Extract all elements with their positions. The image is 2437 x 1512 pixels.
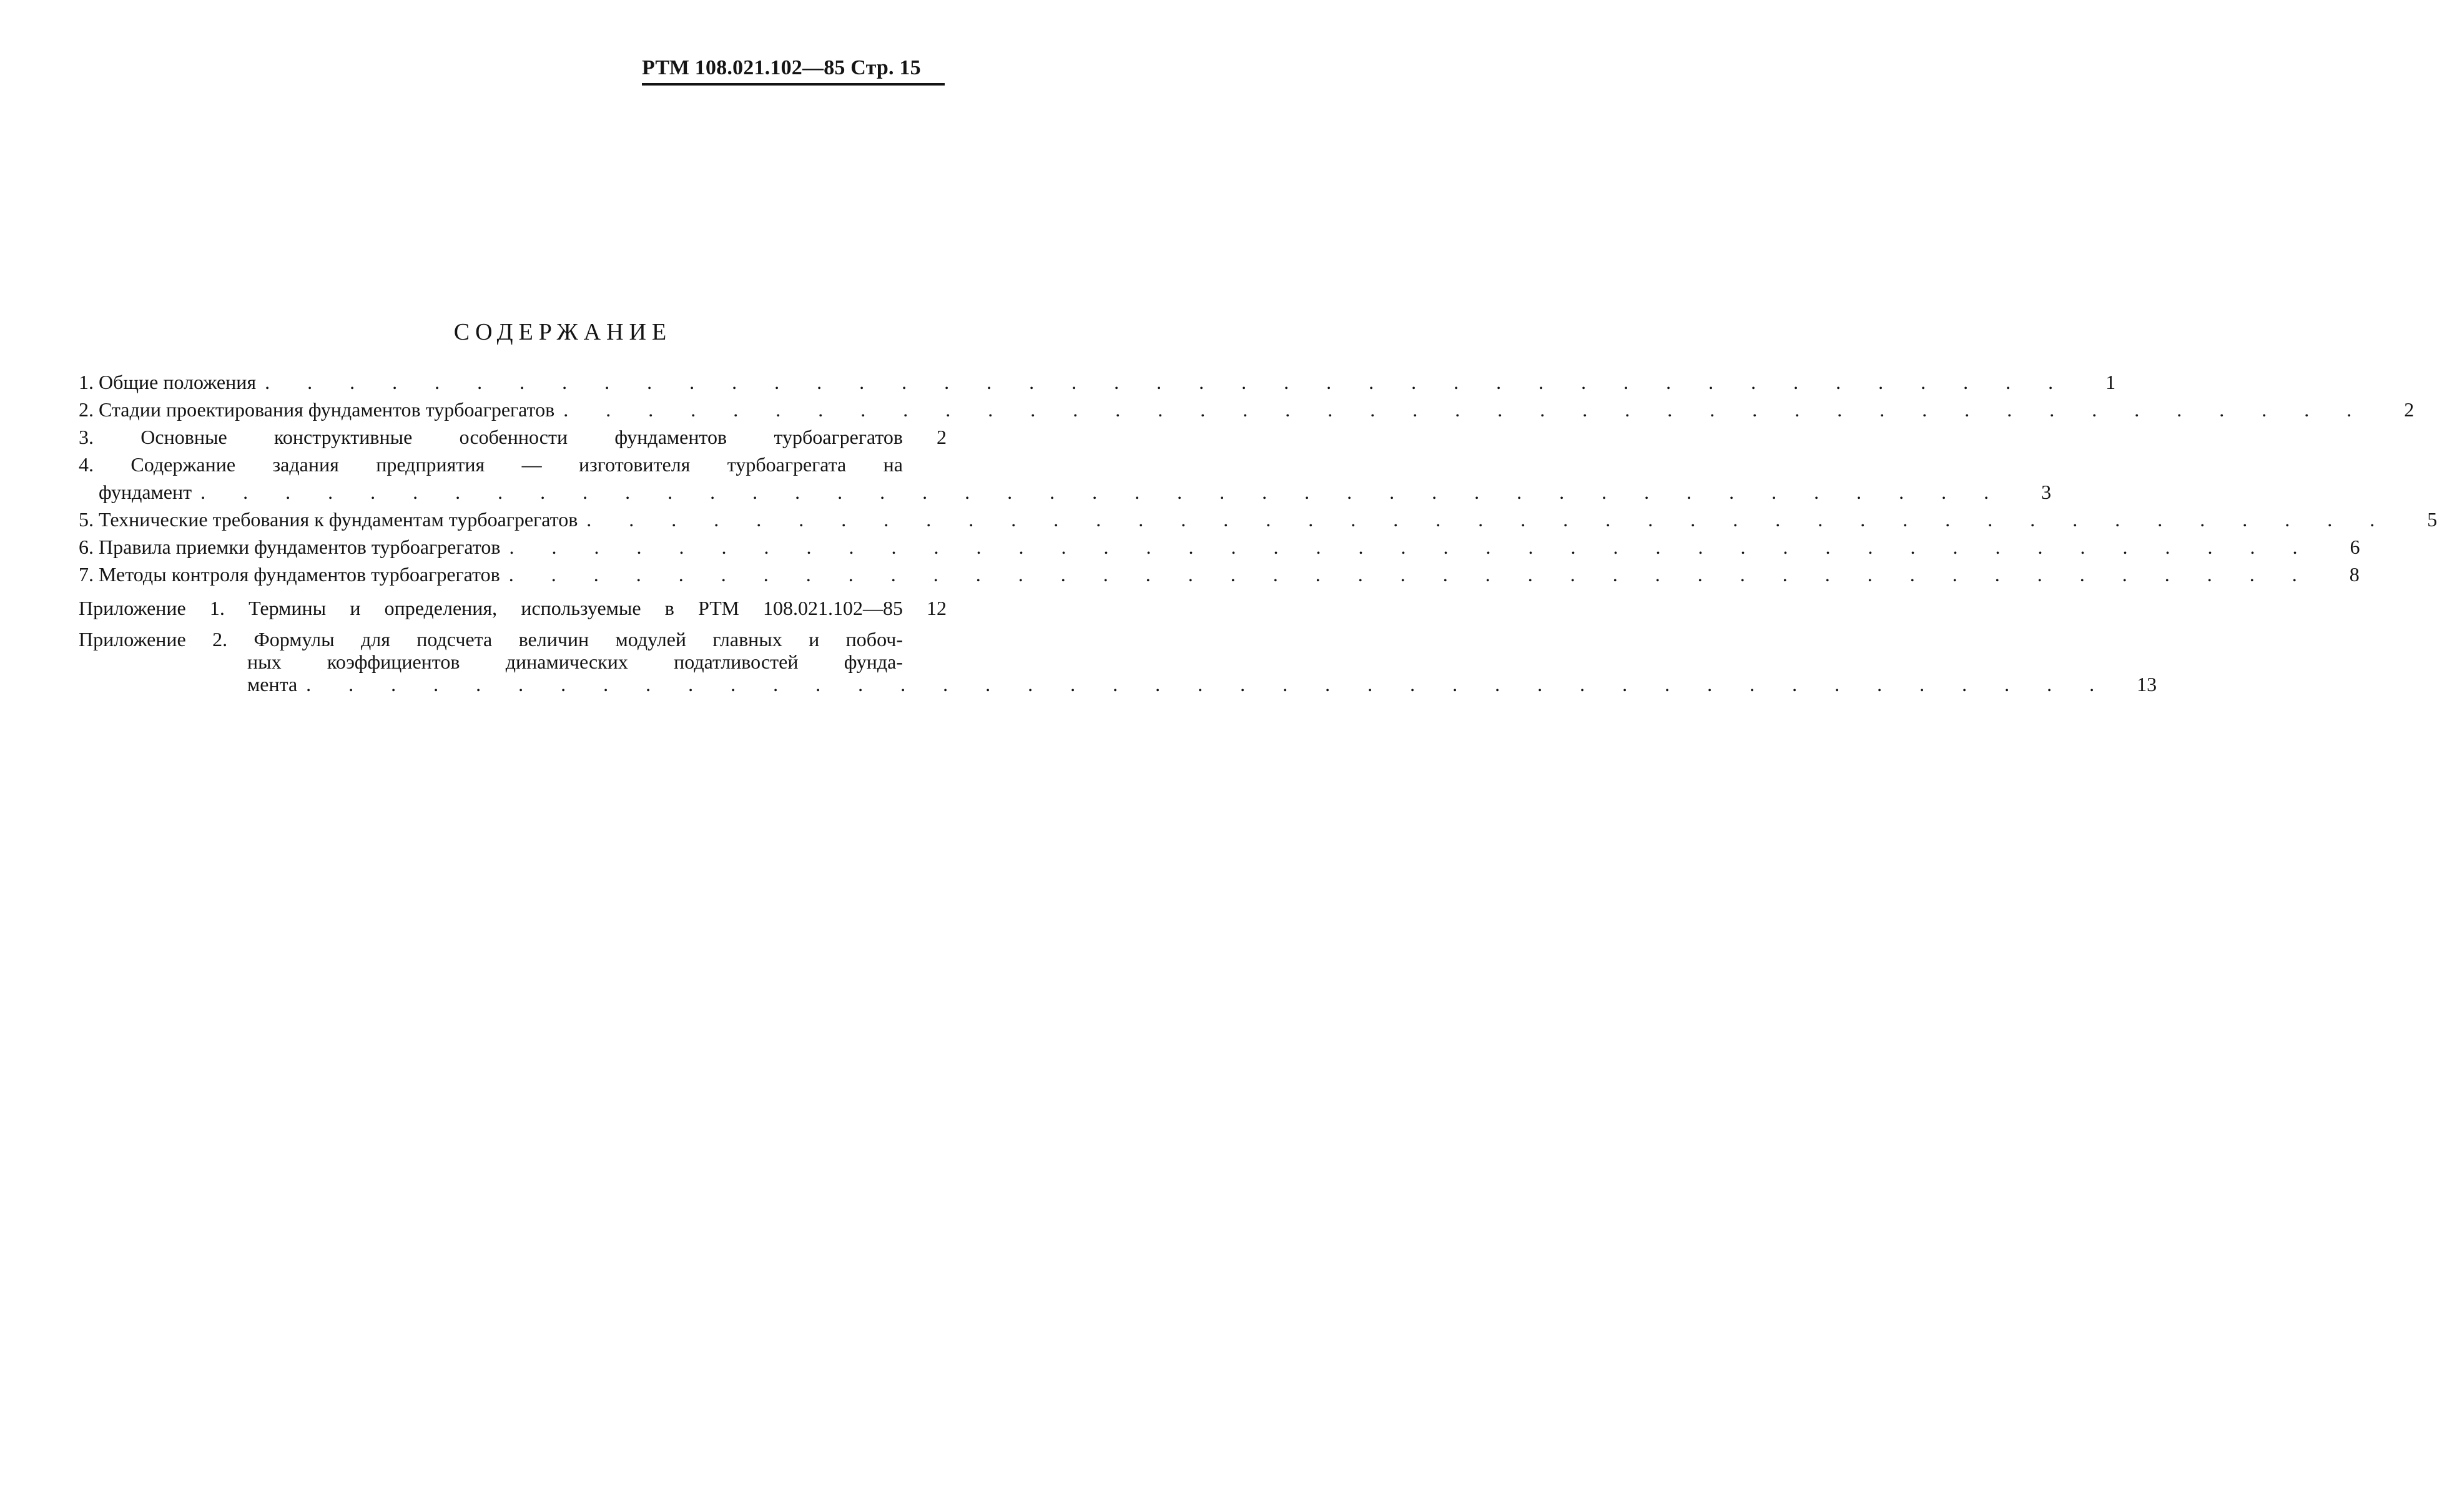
toc-entry-title: 7. Методы контроля фундаментов турбоагрегатов xyxy=(79,563,500,586)
toc-entry-title-line2: ных коэффициентов динамических податливостей фунда- xyxy=(247,650,903,673)
toc-page-number: 12 xyxy=(927,597,947,619)
toc-entry[interactable] xyxy=(79,396,2415,423)
toc-page-number: 3 xyxy=(2041,481,2052,503)
toc-entry[interactable] xyxy=(79,423,947,451)
toc-entry[interactable] xyxy=(79,506,2437,533)
toc-page-number: 1 xyxy=(2105,371,2116,393)
toc-entry-title: 6. Правила приемки фундаментов турбоагрегатов xyxy=(79,536,501,558)
toc-entry-title: 5. Технические требования к фундаментам турбоагрегатов xyxy=(79,508,578,531)
toc-entry[interactable] xyxy=(79,533,2360,561)
toc-leader: . . . . . . . . . . . . . . . . . . . . . . . . . . . . . . . . . . . . . . . . . . . xyxy=(508,563,2313,586)
toc-leader: . . . . . . . . . . . . . . . . . . . . . . . . . . . . . . . . . . . . . . . . . . . xyxy=(306,673,2111,695)
toc-leader: . . . . . . . . . . . . . . . . . . . . . . . . . . . . . . . . . . . . . . . . . . . xyxy=(586,508,2391,531)
page-title: СОДЕРЖАНИЕ xyxy=(453,319,672,345)
toc-page-number: 6 xyxy=(2350,536,2360,558)
toc-entry-title: 1. Общие положения xyxy=(79,371,257,393)
toc-entry-title: 3. Основные конструктивные особенности фундаментов турбоагрегатов xyxy=(79,426,903,448)
toc-leader: . . . . . . . . . . . . . . . . . . . . . . . . . . . . . . . . . . . . . . . . . . . xyxy=(200,481,2006,503)
toc-entry-appendix-1[interactable] xyxy=(79,594,947,622)
toc-entry-appendix-2[interactable] xyxy=(79,628,2157,695)
toc-page-number: 5 xyxy=(2427,508,2437,531)
table-of-contents xyxy=(79,368,2437,695)
toc-leader: . . . . . . . . . . . . . . . . . . . . . . . . . . . . . . . . . . . . . . . . . . . xyxy=(563,398,2368,421)
toc-leader: . . . . . . . . . . . . . . . . . . . . . . . . . . . . . . . . . . . . . . . . . . . xyxy=(265,371,2070,393)
toc-page-number: 8 xyxy=(2349,563,2360,586)
toc-leader: . . . . . . . . . . . . . . . . . . . . . . . . . . . . . . . . . . . . . . . . . . . xyxy=(509,536,2314,558)
toc-entry-title-line3: мента xyxy=(247,673,298,695)
toc-entry[interactable] xyxy=(79,451,2052,506)
toc-entry-title-line2: фундамент xyxy=(99,481,192,503)
toc-page-number: 13 xyxy=(2137,673,2157,695)
toc-entry[interactable] xyxy=(79,368,2116,396)
toc-entry-title: 2. Стадии проектирования фундаментов турбоагрегатов xyxy=(79,398,555,421)
toc-page-number: 2 xyxy=(2404,398,2415,421)
running-header: РТМ 108.021.102—85 Стр. 15 xyxy=(642,53,945,86)
toc-entry-title: Приложение 1. Термины и определения, используемые в РТМ 108.021.102—85 xyxy=(79,597,903,619)
toc-entry-title-line1: Приложение 2. Формулы для подсчета величин модулей главных и побоч- xyxy=(79,628,903,650)
toc-page-number: 2 xyxy=(937,426,947,448)
toc-entry[interactable] xyxy=(79,561,2360,588)
toc-entry-title-line1: 4. Содержание задания предприятия — изготовителя турбоагрегата на xyxy=(79,453,903,476)
